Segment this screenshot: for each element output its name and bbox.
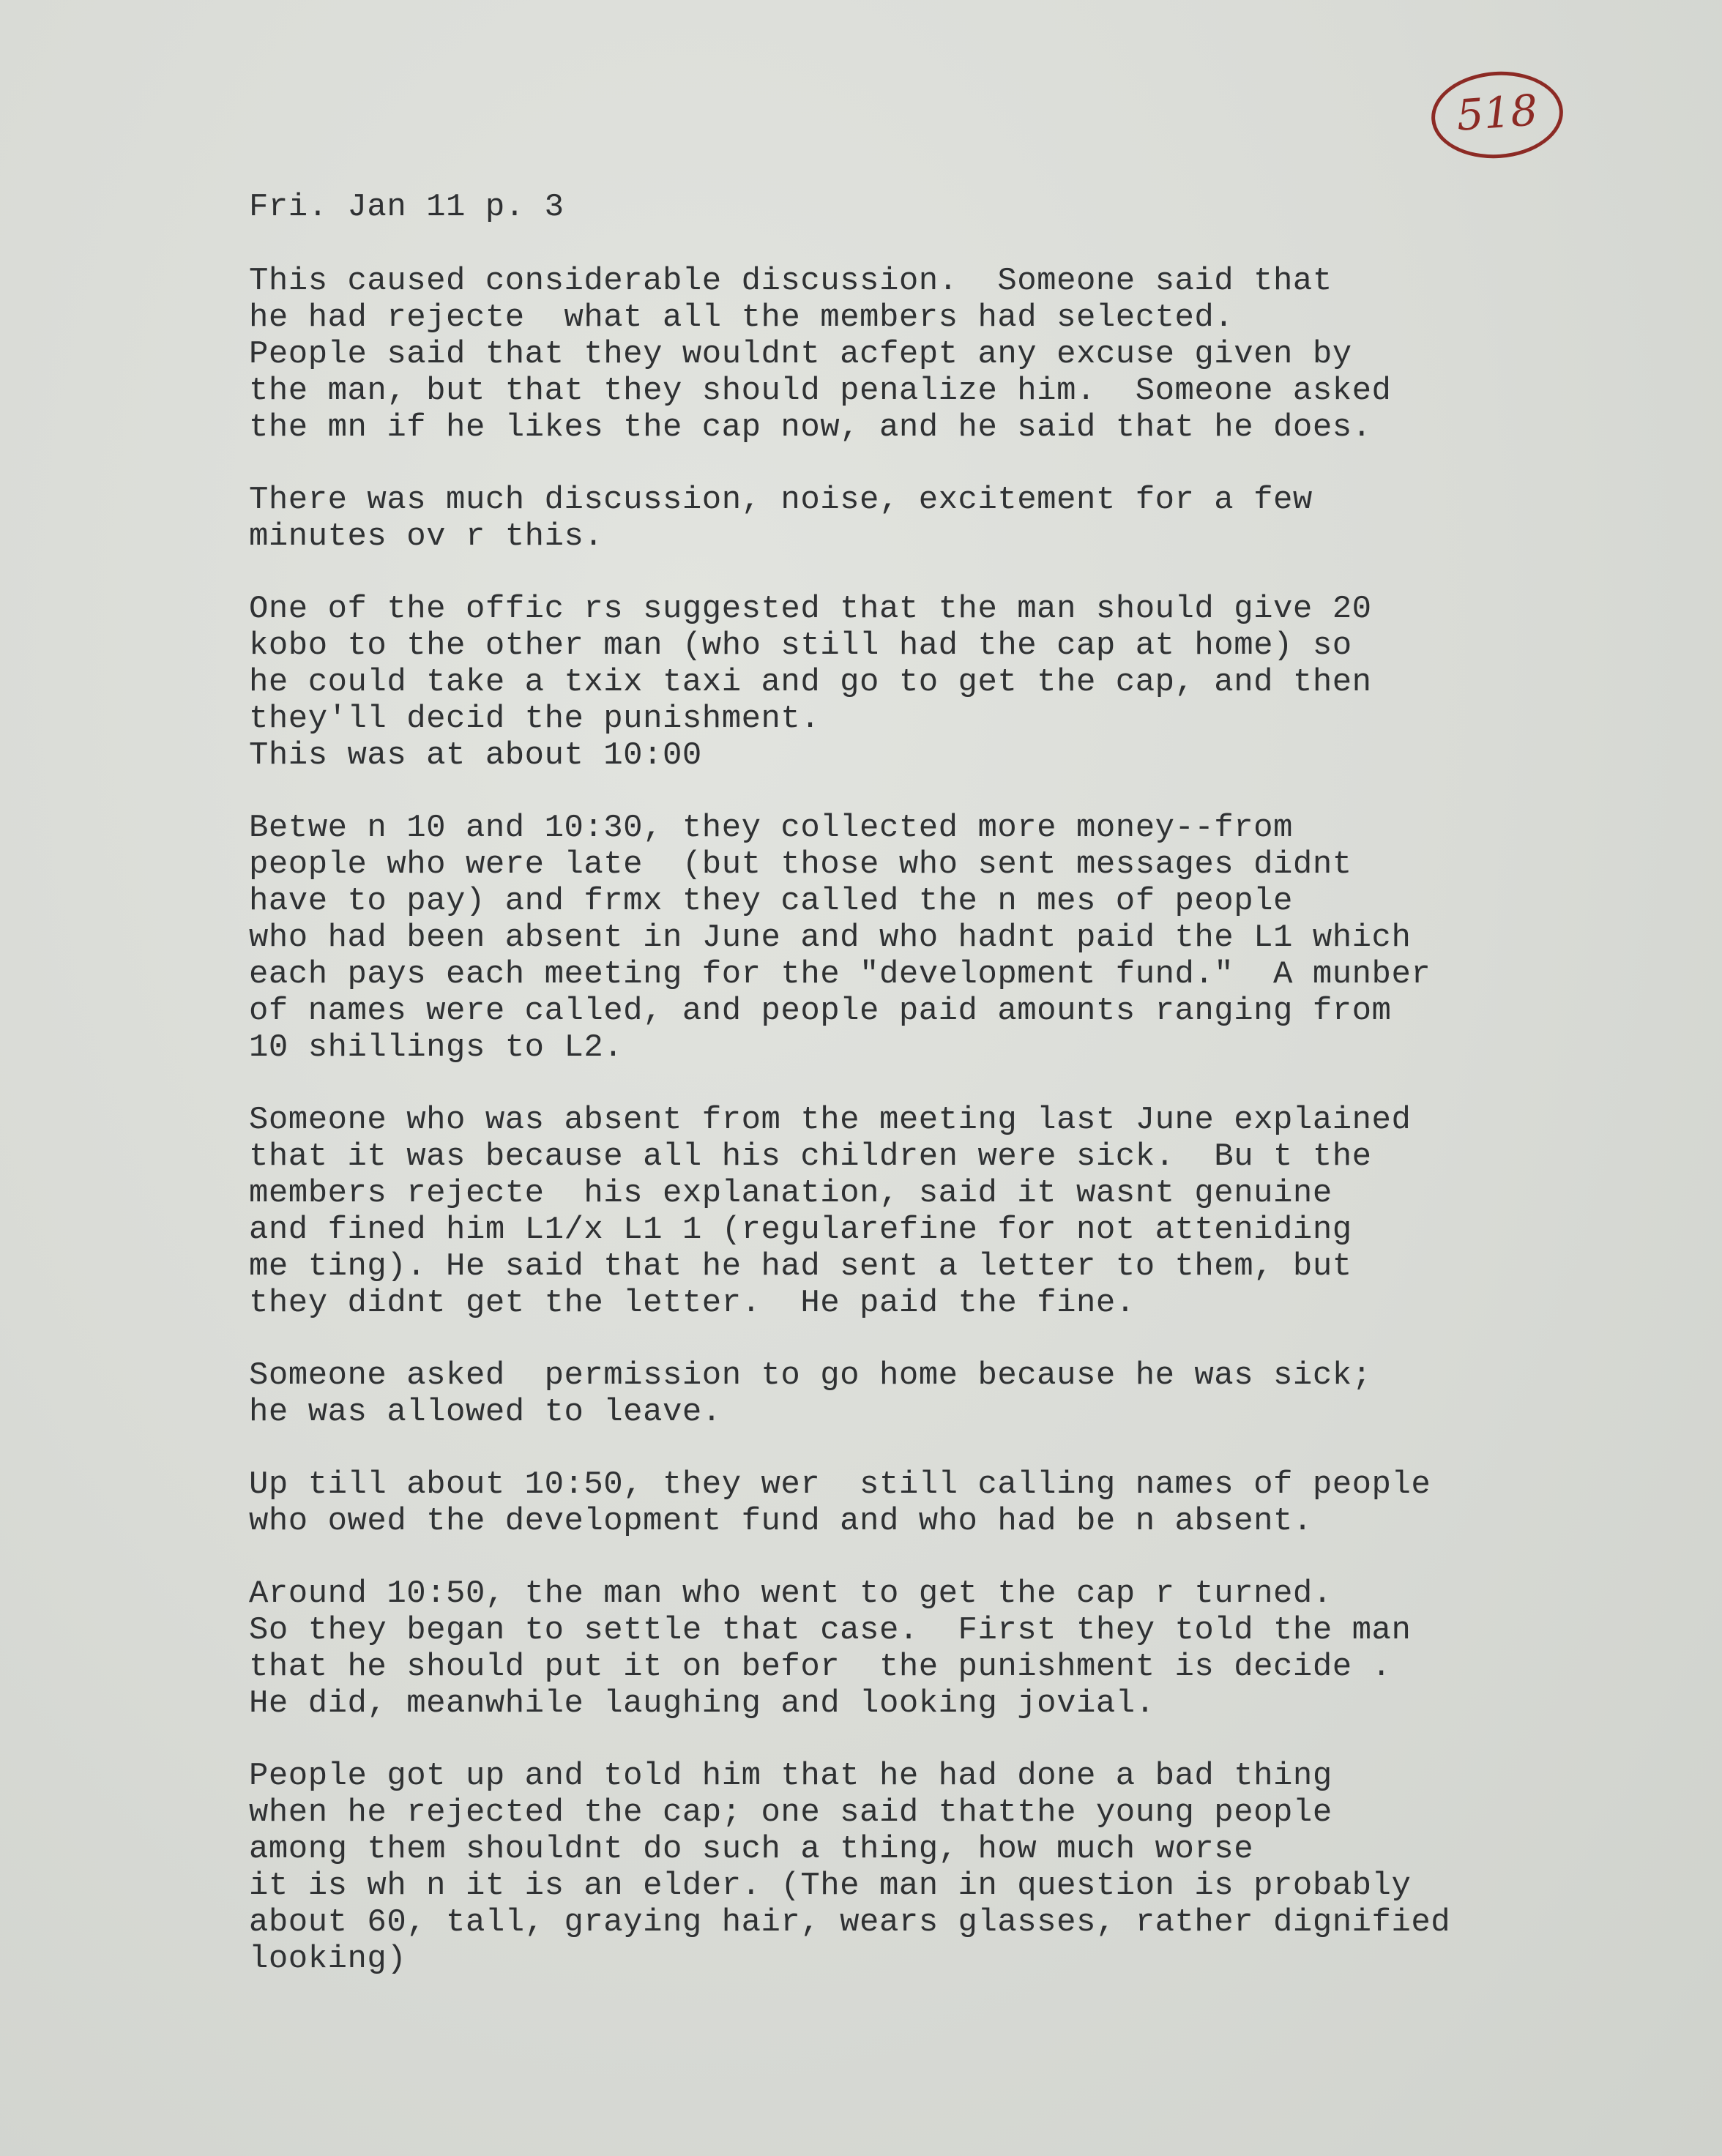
paragraph <box>249 1466 1640 1540</box>
text-line: when he rejected the cap; one said thatthe young people <box>249 1794 1332 1831</box>
text-line: it is wh n it is an elder. (The man in question is probably <box>249 1868 1412 1904</box>
text-line: people who were late (but those who sent messages didnt <box>249 846 1352 883</box>
text-line: One of the offic rs suggested that the man should give 20 <box>249 591 1372 627</box>
text-line: they didnt get the letter. He paid the fine. <box>249 1285 1136 1321</box>
text-line: the man, but that they should penalize him. Someone asked <box>249 373 1392 409</box>
text-line: Someone who was absent from the meeting last June explained <box>249 1102 1412 1138</box>
text-line: he was allowed to leave. <box>249 1394 722 1431</box>
text-line: There was much discussion, noise, excitement for a few <box>249 482 1313 518</box>
paragraph <box>249 591 1640 774</box>
typed-text-body <box>249 189 1640 2013</box>
text-line: This caused considerable discussion. Someone said that <box>249 263 1332 299</box>
text-line: looking) <box>249 1941 407 1977</box>
paragraph <box>249 810 1640 1066</box>
text-line: that he should put it on befor the punishment is decide . <box>249 1649 1392 1685</box>
text-line: Around 10:50, the man who went to get the cap r turned. <box>249 1575 1332 1612</box>
paragraph <box>249 263 1640 446</box>
text-line: He did, meanwhile laughing and looking jovial. <box>249 1685 1155 1722</box>
text-line: 10 shillings to L2. <box>249 1029 624 1066</box>
text-line: Someone asked permission to go home because he was sick; <box>249 1357 1372 1394</box>
text-line: who had been absent in June and who hadnt paid the L1 which <box>249 920 1412 956</box>
text-line: that it was because all his children were sick. Bu t the <box>249 1138 1372 1175</box>
text-line: they'll decid the punishment. <box>249 701 821 737</box>
text-line: This was at about 10:00 <box>249 737 702 774</box>
text-line: me ting). He said that he had sent a letter to them, but <box>249 1248 1352 1285</box>
page-number-stamp <box>1428 67 1566 163</box>
text-line: kobo to the other man (who still had the cap at home) so <box>249 627 1352 664</box>
text-line: and fined him L1/x L1 1 (regularefine for not atteniding <box>249 1212 1352 1248</box>
text-line: People got up and told him that he had done a bad thing <box>249 1758 1332 1794</box>
text-line: have to pay) and frmx they called the n mes of people <box>249 883 1293 920</box>
text-line: members rejecte his explanation, said it wasnt genuine <box>249 1175 1332 1212</box>
paragraph <box>249 1575 1640 1722</box>
text-line: the mn if he likes the cap now, and he said that he does. <box>249 409 1372 446</box>
paragraph <box>249 1758 1640 1977</box>
text-line: he could take a txix taxi and go to get the cap, and then <box>249 664 1372 701</box>
paragraph <box>249 1102 1640 1321</box>
text-line: Betwe n 10 and 10:30, they collected more money--from <box>249 810 1293 846</box>
paragraphs-container <box>249 263 1640 1977</box>
text-line: about 60, tall, graying hair, wears glasses, rather dignified <box>249 1904 1451 1941</box>
text-line: minutes ov r this. <box>249 518 604 555</box>
page-number: 518 <box>1455 85 1540 141</box>
text-line: So they began to settle that case. First they told the man <box>249 1612 1412 1649</box>
text-line: People said that they wouldnt acfept any excuse given by <box>249 336 1352 373</box>
text-line: of names were called, and people paid amounts ranging from <box>249 993 1392 1029</box>
paragraph <box>249 482 1640 555</box>
text-line: he had rejecte what all the members had selected. <box>249 299 1234 336</box>
text-line: who owed the development fund and who had be n absent. <box>249 1503 1313 1540</box>
text-line: among them shouldnt do such a thing, how much worse <box>249 1831 1254 1868</box>
page-heading: Fri. Jan 11 p. 3 <box>249 189 564 225</box>
text-line: Up till about 10:50, they wer still calling names of people <box>249 1466 1431 1503</box>
paragraph <box>249 1357 1640 1431</box>
text-line: each pays each meeting for the "development fund." A munber <box>249 956 1431 993</box>
